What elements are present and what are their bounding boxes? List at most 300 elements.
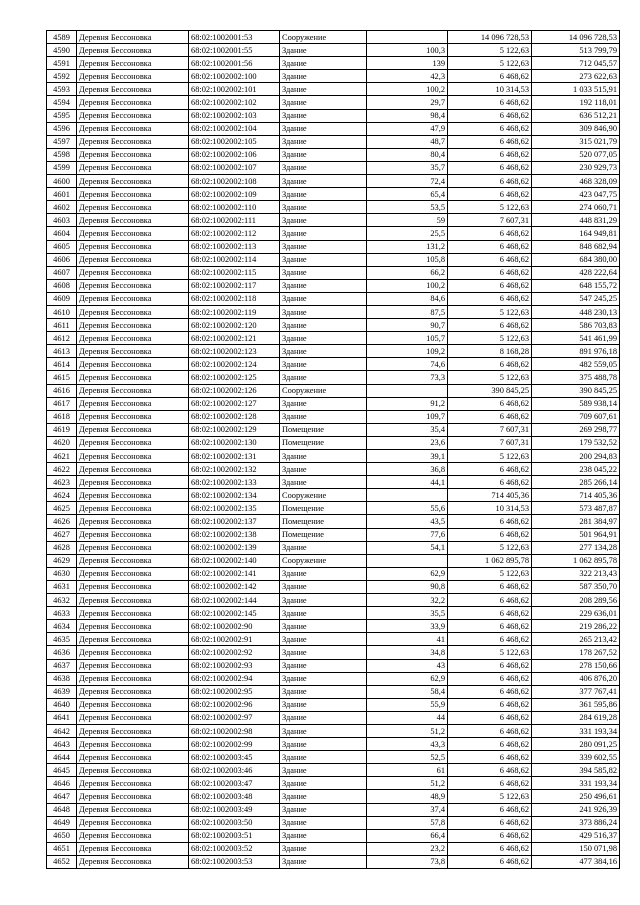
row-number-cell: 4645 [47, 764, 77, 777]
row-number-cell: 4599 [47, 161, 77, 174]
settlement-cell: Деревня Бессоновка [77, 358, 189, 371]
table-row [47, 70, 620, 83]
cadastral-value-cell: 477 384,16 [532, 855, 620, 868]
specific-value-cell: 6 468,62 [448, 633, 532, 646]
area-cell: 57,8 [367, 816, 448, 829]
table-row [47, 738, 620, 751]
row-number-cell: 4603 [47, 214, 77, 227]
specific-value-cell: 6 468,62 [448, 607, 532, 620]
cadastral-value-cell: 230 929,73 [532, 161, 620, 174]
table-row [47, 227, 620, 240]
specific-value-cell: 6 468,62 [448, 240, 532, 253]
settlement-cell: Деревня Бессоновка [77, 279, 189, 292]
object-type-cell: Здание [280, 397, 367, 410]
table-row [47, 764, 620, 777]
cadastral-value-cell: 482 559,05 [532, 358, 620, 371]
cadastral-number-cell: 68:02:1002001:53 [189, 31, 280, 44]
cadastral-number-cell: 68:02:1002002:113 [189, 240, 280, 253]
settlement-cell: Деревня Бессоновка [77, 253, 189, 266]
area-cell: 43,5 [367, 515, 448, 528]
area-cell: 105,7 [367, 332, 448, 345]
table-row [47, 685, 620, 698]
cadastral-value-cell: 448 230,13 [532, 305, 620, 318]
row-number-cell: 4633 [47, 607, 77, 620]
cadastral-value-cell: 278 150,66 [532, 659, 620, 672]
area-cell: 41 [367, 633, 448, 646]
specific-value-cell: 6 468,62 [448, 135, 532, 148]
specific-value-cell: 6 468,62 [448, 738, 532, 751]
cadastral-number-cell: 68:02:1002002:128 [189, 410, 280, 423]
settlement-cell: Деревня Бессоновка [77, 135, 189, 148]
table-row [47, 96, 620, 109]
area-cell: 100,3 [367, 44, 448, 57]
row-number-cell: 4650 [47, 829, 77, 842]
area-cell: 37,4 [367, 803, 448, 816]
row-number-cell: 4607 [47, 266, 77, 279]
table-row [47, 109, 620, 122]
object-type-cell: Здание [280, 253, 367, 266]
row-number-cell: 4616 [47, 384, 77, 397]
cadastral-value-cell: 636 512,21 [532, 109, 620, 122]
settlement-cell: Деревня Бессоновка [77, 738, 189, 751]
cadastral-number-cell: 68:02:1002002:112 [189, 227, 280, 240]
cadastral-number-cell: 68:02:1002002:96 [189, 698, 280, 711]
object-type-cell: Здание [280, 148, 367, 161]
settlement-cell: Деревня Бессоновка [77, 423, 189, 436]
settlement-cell: Деревня Бессоновка [77, 397, 189, 410]
object-type-cell: Здание [280, 450, 367, 463]
settlement-cell: Деревня Бессоновка [77, 175, 189, 188]
cadastral-value-cell: 589 938,14 [532, 397, 620, 410]
object-type-cell: Здание [280, 567, 367, 580]
row-number-cell: 4591 [47, 57, 77, 70]
area-cell: 100,2 [367, 279, 448, 292]
cadastral-value-cell: 394 585,82 [532, 764, 620, 777]
cadastral-value-cell: 891 976,18 [532, 345, 620, 358]
specific-value-cell: 6 468,62 [448, 319, 532, 332]
settlement-cell: Деревня Бессоновка [77, 305, 189, 318]
area-cell: 109,2 [367, 345, 448, 358]
area-cell: 74,6 [367, 358, 448, 371]
area-cell: 73,8 [367, 855, 448, 868]
area-cell: 32,2 [367, 594, 448, 607]
area-cell: 90,7 [367, 319, 448, 332]
area-cell: 62,9 [367, 567, 448, 580]
cadastral-value-cell: 429 516,37 [532, 829, 620, 842]
object-type-cell: Помещение [280, 436, 367, 449]
area-cell: 43 [367, 659, 448, 672]
row-number-cell: 4652 [47, 855, 77, 868]
row-number-cell: 4594 [47, 96, 77, 109]
area-cell: 109,7 [367, 410, 448, 423]
cadastral-value-table [46, 30, 620, 869]
row-number-cell: 4636 [47, 646, 77, 659]
settlement-cell: Деревня Бессоновка [77, 266, 189, 279]
row-number-cell: 4600 [47, 175, 77, 188]
row-number-cell: 4640 [47, 698, 77, 711]
cadastral-value-cell: 501 964,91 [532, 528, 620, 541]
table-row [47, 803, 620, 816]
cadastral-number-cell: 68:02:1002002:109 [189, 188, 280, 201]
settlement-cell: Деревня Бессоновка [77, 57, 189, 70]
object-type-cell: Здание [280, 83, 367, 96]
object-type-cell: Здание [280, 188, 367, 201]
cadastral-number-cell: 68:02:1002002:107 [189, 161, 280, 174]
area-cell: 35,7 [367, 161, 448, 174]
specific-value-cell: 5 122,63 [448, 332, 532, 345]
cadastral-value-cell: 339 602,55 [532, 751, 620, 764]
specific-value-cell: 6 468,62 [448, 476, 532, 489]
table-row [47, 305, 620, 318]
cadastral-number-cell: 68:02:1002003:45 [189, 751, 280, 764]
specific-value-cell: 6 468,62 [448, 724, 532, 737]
area-cell: 84,6 [367, 292, 448, 305]
table-row [47, 384, 620, 397]
row-number-cell: 4593 [47, 83, 77, 96]
table-row [47, 332, 620, 345]
area-cell: 73,3 [367, 371, 448, 384]
cadastral-number-cell: 68:02:1002002:140 [189, 554, 280, 567]
object-type-cell: Здание [280, 580, 367, 593]
settlement-cell: Деревня Бессоновка [77, 109, 189, 122]
specific-value-cell: 6 468,62 [448, 528, 532, 541]
specific-value-cell: 6 468,62 [448, 672, 532, 685]
table-row [47, 476, 620, 489]
area-cell: 47,9 [367, 122, 448, 135]
settlement-cell: Деревня Бессоновка [77, 659, 189, 672]
area-cell: 90,8 [367, 580, 448, 593]
object-type-cell: Здание [280, 738, 367, 751]
cadastral-value-cell: 284 619,28 [532, 711, 620, 724]
settlement-cell: Деревня Бессоновка [77, 855, 189, 868]
cadastral-number-cell: 68:02:1002002:99 [189, 738, 280, 751]
cadastral-value-cell: 315 021,79 [532, 135, 620, 148]
settlement-cell: Деревня Бессоновка [77, 594, 189, 607]
cadastral-value-cell: 273 622,63 [532, 70, 620, 83]
settlement-cell: Деревня Бессоновка [77, 489, 189, 502]
object-type-cell: Здание [280, 175, 367, 188]
area-cell: 105,8 [367, 253, 448, 266]
object-type-cell: Здание [280, 672, 367, 685]
table-row [47, 659, 620, 672]
specific-value-cell: 6 468,62 [448, 594, 532, 607]
cadastral-value-cell: 377 767,41 [532, 685, 620, 698]
cadastral-value-cell: 712 045,57 [532, 57, 620, 70]
area-cell: 43,3 [367, 738, 448, 751]
cadastral-number-cell: 68:02:1002003:48 [189, 790, 280, 803]
object-type-cell: Здание [280, 620, 367, 633]
settlement-cell: Деревня Бессоновка [77, 646, 189, 659]
object-type-cell: Здание [280, 292, 367, 305]
area-cell: 44 [367, 711, 448, 724]
object-type-cell: Здание [280, 777, 367, 790]
cadastral-number-cell: 68:02:1002002:117 [189, 279, 280, 292]
object-type-cell: Здание [280, 724, 367, 737]
area-cell: 98,4 [367, 109, 448, 122]
specific-value-cell: 6 468,62 [448, 685, 532, 698]
specific-value-cell: 6 468,62 [448, 109, 532, 122]
settlement-cell: Деревня Бессоновка [77, 541, 189, 554]
cadastral-value-cell: 192 118,01 [532, 96, 620, 109]
table-row [47, 698, 620, 711]
area-cell: 61 [367, 764, 448, 777]
specific-value-cell: 8 168,28 [448, 345, 532, 358]
object-type-cell: Здание [280, 698, 367, 711]
table-row [47, 397, 620, 410]
row-number-cell: 4610 [47, 305, 77, 318]
settlement-cell: Деревня Бессоновка [77, 607, 189, 620]
cadastral-value-cell: 241 926,39 [532, 803, 620, 816]
row-number-cell: 4630 [47, 567, 77, 580]
cadastral-number-cell: 68:02:1002002:120 [189, 319, 280, 332]
object-type-cell: Сооружение [280, 384, 367, 397]
cadastral-value-cell: 1 062 895,78 [532, 554, 620, 567]
area-cell: 65,4 [367, 188, 448, 201]
specific-value-cell: 714 405,36 [448, 489, 532, 502]
specific-value-cell: 5 122,63 [448, 201, 532, 214]
cadastral-number-cell: 68:02:1002002:103 [189, 109, 280, 122]
cadastral-value-cell: 309 846,90 [532, 122, 620, 135]
specific-value-cell: 6 468,62 [448, 751, 532, 764]
object-type-cell: Здание [280, 410, 367, 423]
object-type-cell: Здание [280, 214, 367, 227]
object-type-cell: Здание [280, 161, 367, 174]
settlement-cell: Деревня Бессоновка [77, 685, 189, 698]
settlement-cell: Деревня Бессоновка [77, 384, 189, 397]
row-number-cell: 4634 [47, 620, 77, 633]
settlement-cell: Деревня Бессоновка [77, 842, 189, 855]
cadastral-number-cell: 68:02:1002002:95 [189, 685, 280, 698]
area-cell [367, 384, 448, 397]
object-type-cell: Здание [280, 829, 367, 842]
area-cell [367, 489, 448, 502]
settlement-cell: Деревня Бессоновка [77, 554, 189, 567]
row-number-cell: 4614 [47, 358, 77, 371]
object-type-cell: Здание [280, 659, 367, 672]
cadastral-number-cell: 68:02:1002002:94 [189, 672, 280, 685]
row-number-cell: 4637 [47, 659, 77, 672]
cadastral-value-cell: 265 213,42 [532, 633, 620, 646]
cadastral-value-cell: 200 294,83 [532, 450, 620, 463]
specific-value-cell: 6 468,62 [448, 122, 532, 135]
settlement-cell: Деревня Бессоновка [77, 580, 189, 593]
cadastral-value-cell: 547 245,25 [532, 292, 620, 305]
settlement-cell: Деревня Бессоновка [77, 214, 189, 227]
area-cell: 44,1 [367, 476, 448, 489]
cadastral-value-cell: 238 045,22 [532, 463, 620, 476]
cadastral-number-cell: 68:02:1002002:98 [189, 724, 280, 737]
area-cell: 23,2 [367, 842, 448, 855]
cadastral-number-cell: 68:02:1002003:50 [189, 816, 280, 829]
object-type-cell: Здание [280, 279, 367, 292]
specific-value-cell: 6 468,62 [448, 803, 532, 816]
cadastral-number-cell: 68:02:1002003:46 [189, 764, 280, 777]
row-number-cell: 4629 [47, 554, 77, 567]
cadastral-number-cell: 68:02:1002003:53 [189, 855, 280, 868]
table-row [47, 489, 620, 502]
table-row [47, 567, 620, 580]
area-cell: 59 [367, 214, 448, 227]
cadastral-value-cell: 179 532,52 [532, 436, 620, 449]
area-cell [367, 554, 448, 567]
cadastral-number-cell: 68:02:1002002:135 [189, 502, 280, 515]
row-number-cell: 4612 [47, 332, 77, 345]
table-row [47, 292, 620, 305]
specific-value-cell: 6 468,62 [448, 777, 532, 790]
specific-value-cell: 6 468,62 [448, 188, 532, 201]
cadastral-value-cell: 513 799,79 [532, 44, 620, 57]
cadastral-number-cell: 68:02:1002002:144 [189, 594, 280, 607]
table-row [47, 607, 620, 620]
object-type-cell: Здание [280, 764, 367, 777]
settlement-cell: Деревня Бессоновка [77, 633, 189, 646]
object-type-cell: Здание [280, 266, 367, 279]
area-cell: 48,7 [367, 135, 448, 148]
settlement-cell: Деревня Бессоновка [77, 44, 189, 57]
cadastral-number-cell: 68:02:1002003:49 [189, 803, 280, 816]
cadastral-number-cell: 68:02:1002003:51 [189, 829, 280, 842]
cadastral-number-cell: 68:02:1002002:91 [189, 633, 280, 646]
settlement-cell: Деревня Бессоновка [77, 31, 189, 44]
cadastral-number-cell: 68:02:1002002:137 [189, 515, 280, 528]
area-cell: 91,2 [367, 397, 448, 410]
cadastral-value-cell: 587 350,70 [532, 580, 620, 593]
object-type-cell: Здание [280, 70, 367, 83]
specific-value-cell: 6 468,62 [448, 620, 532, 633]
specific-value-cell: 10 314,53 [448, 83, 532, 96]
table-row [47, 633, 620, 646]
table-row [47, 214, 620, 227]
settlement-cell: Деревня Бессоновка [77, 463, 189, 476]
row-number-cell: 4624 [47, 489, 77, 502]
table-row [47, 279, 620, 292]
area-cell: 35,4 [367, 423, 448, 436]
specific-value-cell: 6 468,62 [448, 711, 532, 724]
table-body [47, 31, 620, 869]
settlement-cell: Деревня Бессоновка [77, 698, 189, 711]
row-number-cell: 4639 [47, 685, 77, 698]
area-cell: 87,5 [367, 305, 448, 318]
specific-value-cell: 6 468,62 [448, 148, 532, 161]
table-row [47, 855, 620, 868]
row-number-cell: 4631 [47, 580, 77, 593]
area-cell: 36,8 [367, 463, 448, 476]
area-cell: 53,5 [367, 201, 448, 214]
cadastral-number-cell: 68:02:1002003:47 [189, 777, 280, 790]
cadastral-value-cell: 573 487,87 [532, 502, 620, 515]
area-cell: 139 [367, 57, 448, 70]
specific-value-cell: 6 468,62 [448, 266, 532, 279]
table-row [47, 541, 620, 554]
row-number-cell: 4644 [47, 751, 77, 764]
table-row [47, 358, 620, 371]
cadastral-value-cell: 164 949,81 [532, 227, 620, 240]
cadastral-value-cell: 229 636,01 [532, 607, 620, 620]
row-number-cell: 4641 [47, 711, 77, 724]
object-type-cell: Здание [280, 109, 367, 122]
row-number-cell: 4609 [47, 292, 77, 305]
row-number-cell: 4615 [47, 371, 77, 384]
object-type-cell: Здание [280, 685, 367, 698]
area-cell [367, 31, 448, 44]
table-row [47, 515, 620, 528]
area-cell: 51,2 [367, 724, 448, 737]
table-row [47, 554, 620, 567]
settlement-cell: Деревня Бессоновка [77, 803, 189, 816]
settlement-cell: Деревня Бессоновка [77, 764, 189, 777]
settlement-cell: Деревня Бессоновка [77, 188, 189, 201]
cadastral-value-cell: 331 193,34 [532, 777, 620, 790]
object-type-cell: Здание [280, 751, 367, 764]
row-number-cell: 4647 [47, 790, 77, 803]
area-cell: 39,1 [367, 450, 448, 463]
object-type-cell: Помещение [280, 515, 367, 528]
cadastral-value-cell: 178 267,52 [532, 646, 620, 659]
cadastral-value-cell: 250 496,61 [532, 790, 620, 803]
area-cell: 55,9 [367, 698, 448, 711]
object-type-cell: Здание [280, 594, 367, 607]
table-row [47, 83, 620, 96]
specific-value-cell: 6 468,62 [448, 161, 532, 174]
cadastral-number-cell: 68:02:1002002:108 [189, 175, 280, 188]
object-type-cell: Здание [280, 711, 367, 724]
settlement-cell: Деревня Бессоновка [77, 751, 189, 764]
row-number-cell: 4638 [47, 672, 77, 685]
cadastral-number-cell: 68:02:1002001:56 [189, 57, 280, 70]
table-row [47, 594, 620, 607]
cadastral-value-cell: 269 298,77 [532, 423, 620, 436]
cadastral-value-cell: 848 682,94 [532, 240, 620, 253]
specific-value-cell: 5 122,63 [448, 305, 532, 318]
cadastral-number-cell: 68:02:1002002:142 [189, 580, 280, 593]
table-row [47, 319, 620, 332]
object-type-cell: Здание [280, 135, 367, 148]
row-number-cell: 4590 [47, 44, 77, 57]
row-number-cell: 4589 [47, 31, 77, 44]
row-number-cell: 4628 [47, 541, 77, 554]
row-number-cell: 4613 [47, 345, 77, 358]
area-cell: 54,1 [367, 541, 448, 554]
object-type-cell: Сооружение [280, 489, 367, 502]
table-row [47, 161, 620, 174]
settlement-cell: Деревня Бессоновка [77, 790, 189, 803]
object-type-cell: Здание [280, 345, 367, 358]
cadastral-number-cell: 68:02:1002002:131 [189, 450, 280, 463]
table-row [47, 711, 620, 724]
object-type-cell: Здание [280, 240, 367, 253]
cadastral-number-cell: 68:02:1002002:145 [189, 607, 280, 620]
object-type-cell: Помещение [280, 502, 367, 515]
row-number-cell: 4597 [47, 135, 77, 148]
object-type-cell: Здание [280, 855, 367, 868]
specific-value-cell: 6 468,62 [448, 397, 532, 410]
settlement-cell: Деревня Бессоновка [77, 672, 189, 685]
row-number-cell: 4649 [47, 816, 77, 829]
cadastral-number-cell: 68:02:1002002:134 [189, 489, 280, 502]
cadastral-value-cell: 448 831,29 [532, 214, 620, 227]
specific-value-cell: 6 468,62 [448, 842, 532, 855]
table-row [47, 148, 620, 161]
specific-value-cell: 6 468,62 [448, 175, 532, 188]
table-row [47, 646, 620, 659]
cadastral-number-cell: 68:02:1002002:121 [189, 332, 280, 345]
cadastral-number-cell: 68:02:1002002:100 [189, 70, 280, 83]
table-row [47, 816, 620, 829]
cadastral-number-cell: 68:02:1002002:97 [189, 711, 280, 724]
specific-value-cell: 5 122,63 [448, 790, 532, 803]
cadastral-value-cell: 361 595,86 [532, 698, 620, 711]
cadastral-number-cell: 68:02:1002002:127 [189, 397, 280, 410]
